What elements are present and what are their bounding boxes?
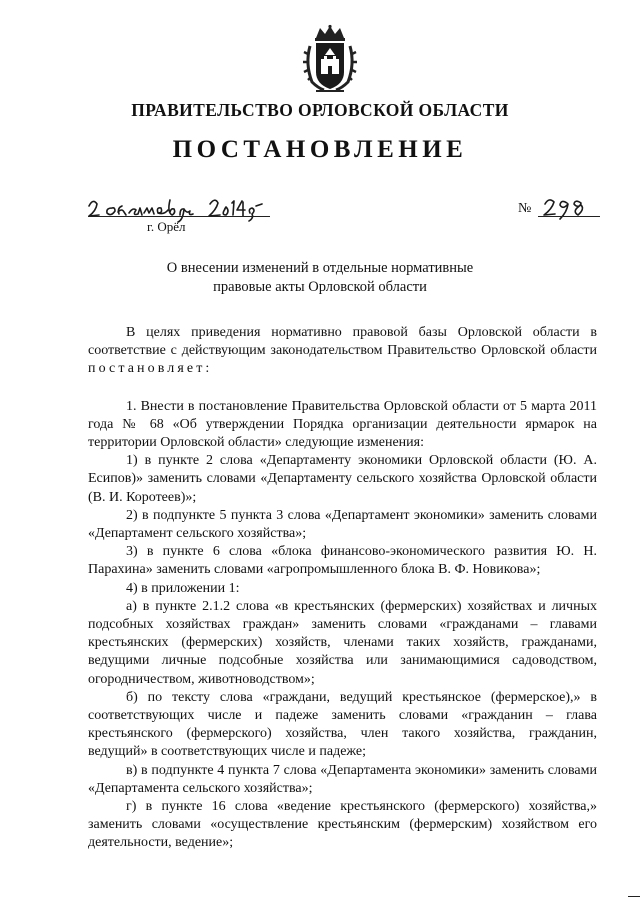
paragraph-1-4-a: а) в пункте 2.1.2 слова «в крестьянских (фермерских) хозяйствах и личных подсобных хозяйствах граждан» заменить словами «гражданами – главами крестьянских (фермерских) хозяйств, членами таких хозяйств, гражданами, ведущими личные подсобные хозяйства или занимающимися садоводством, огородничеством, животноводством»; <box>88 598 597 687</box>
city-label: г. Орёл <box>147 219 186 234</box>
paragraph-1-4: 4) в приложении 1: <box>126 580 240 596</box>
paragraph-1-3: 3) в пункте 6 слова «блока финансово-экономического развития Ю. Н. Парахина» заменить словами «агропромышленного блока В. Ф. Новикова»; <box>88 544 597 578</box>
document-subject <box>150 259 490 297</box>
page-edge-mark <box>628 896 640 897</box>
subject-line-1: О внесении изменений в отдельные нормативные <box>166 260 474 276</box>
number-sign: № <box>518 201 532 216</box>
document-body <box>88 324 597 853</box>
intro-text: В целях приведения нормативно правовой базы Орловской области в соответствие с действующим законодательством Правительство Орловской области <box>88 325 597 359</box>
organization-title: ПРАВИТЕЛЬСТВО ОРЛОВСКОЙ ОБЛАСТИ <box>131 100 509 120</box>
paragraph-1-4-b: б) по тексту слова «граждани, ведущий крестьянское (фермерское),» в соответствующих числе и падеже заменить словами «гражданин – глава крестьянского (фермерского) хозяйства, член такого хозяйства, гражданин, ведущий» в соответствующих числе и падеже; <box>88 689 597 760</box>
paragraph-1-2: 2) в подпункте 5 пункта 3 слова «Департамент экономики» заменить словами «Департамент сельского хозяйства»; <box>88 507 597 542</box>
decree-word: постановляет: <box>88 361 213 377</box>
paragraph-1-4-v: в) в подпункте 4 пункта 7 слова «Департамента экономики» заменить словами «Департамента сельского хозяйства»; <box>88 762 597 796</box>
paragraph-1-1: 1) в пункте 2 слова «Департаменту экономики Орловской области (Ю. А. Есипов)» заменить словами «Департаменту сельского хозяйства Орловской области (В. И. Коротеев)»; <box>88 453 597 505</box>
handwritten-number <box>540 194 600 222</box>
number-underline <box>538 216 600 217</box>
subject-line-2: правовые акты Орловской области <box>213 279 427 295</box>
intro-paragraph <box>88 324 597 379</box>
paragraph-1: 1. Внести в постановление Правительства Орловской области от 5 марта 2011 года № 68 «Об утверждении Порядка организации деятельности ярмарок на территории Орловской области» следующие изменения: <box>88 398 597 451</box>
date-underline <box>88 216 270 217</box>
paragraph-1-4-g: г) в пункте 16 слова «ведение крестьянского (фермерского) хозяйства,» заменить словами «осуществление крестьянским (фермерским) хозяйством его деятельности, ведение»; <box>88 799 597 851</box>
coat-of-arms-icon <box>302 24 358 94</box>
document-type-title: ПОСТАНОВЛЕНИЕ <box>172 136 468 163</box>
